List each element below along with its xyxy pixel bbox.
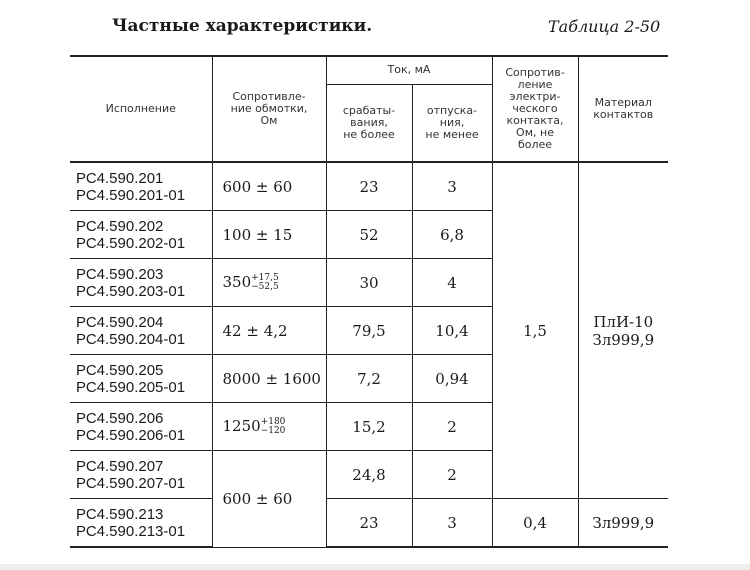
header-variant: Исполнение xyxy=(70,56,212,162)
contact-resistance-cell: 0,4 xyxy=(492,499,578,548)
release-cell: 6,8 xyxy=(412,211,492,259)
pickup-cell: 23 xyxy=(326,162,412,211)
table-row xyxy=(70,499,668,548)
material-cell: Зл999,9 xyxy=(578,499,668,548)
coil-resistance-cell: 1250 +180 −120 xyxy=(212,403,326,451)
material-cell: ПлИ-10 Зл999,9 xyxy=(578,162,668,499)
variant-cell: РС4.590.206 РС4.590.206-01 xyxy=(70,403,212,451)
release-cell: 4 xyxy=(412,259,492,307)
pickup-cell: 24,8 xyxy=(326,451,412,499)
header-release: отпуска- ния, не менее xyxy=(412,84,492,162)
table-row xyxy=(70,162,668,211)
pickup-cell: 30 xyxy=(326,259,412,307)
variant-cell: РС4.590.213 РС4.590.213-01 xyxy=(70,499,212,548)
header-pickup: срабаты- вания, не более xyxy=(326,84,412,162)
release-cell: 3 xyxy=(412,162,492,211)
coil-resistance-cell: 600 ± 60 xyxy=(212,162,326,211)
variant-cell: РС4.590.203 РС4.590.203-01 xyxy=(70,259,212,307)
coil-resistance-cell: 8000 ± 1600 xyxy=(212,355,326,403)
release-cell: 2 xyxy=(412,403,492,451)
header-contact-resistance: Сопротив- ление электри- ческого контакта, Ом, не более xyxy=(492,56,578,162)
pickup-cell: 52 xyxy=(326,211,412,259)
header-material: Материал контактов xyxy=(578,56,668,162)
coil-resistance-cell: 100 ± 15 xyxy=(212,211,326,259)
pickup-cell: 15,2 xyxy=(326,403,412,451)
release-cell: 2 xyxy=(412,451,492,499)
release-cell: 10,4 xyxy=(412,307,492,355)
release-cell: 3 xyxy=(412,499,492,548)
characteristics-table xyxy=(70,55,668,548)
bottom-strip xyxy=(0,564,750,570)
variant-cell: РС4.590.202 РС4.590.202-01 xyxy=(70,211,212,259)
pickup-cell: 7,2 xyxy=(326,355,412,403)
variant-cell: РС4.590.205 РС4.590.205-01 xyxy=(70,355,212,403)
coil-resistance-cell: 350 +17,5 −52,5 xyxy=(212,259,326,307)
pickup-cell: 23 xyxy=(326,499,412,548)
section-title: Частные характеристики. xyxy=(112,16,373,36)
coil-resistance-cell: 42 ± 4,2 xyxy=(212,307,326,355)
table-number: Таблица 2-50 xyxy=(548,17,661,36)
coil-resistance-cell: 600 ± 60 xyxy=(212,451,326,548)
variant-cell: РС4.590.204 РС4.590.204-01 xyxy=(70,307,212,355)
variant-cell: РС4.590.207 РС4.590.207-01 xyxy=(70,451,212,499)
pickup-cell: 79,5 xyxy=(326,307,412,355)
contact-resistance-cell: 1,5 xyxy=(492,162,578,499)
release-cell: 0,94 xyxy=(412,355,492,403)
header-current: Ток, мА xyxy=(326,56,492,84)
header-coil-resistance: Сопротивле- ние обмотки, Ом xyxy=(212,56,326,162)
variant-cell: РС4.590.201 РС4.590.201-01 xyxy=(70,162,212,211)
